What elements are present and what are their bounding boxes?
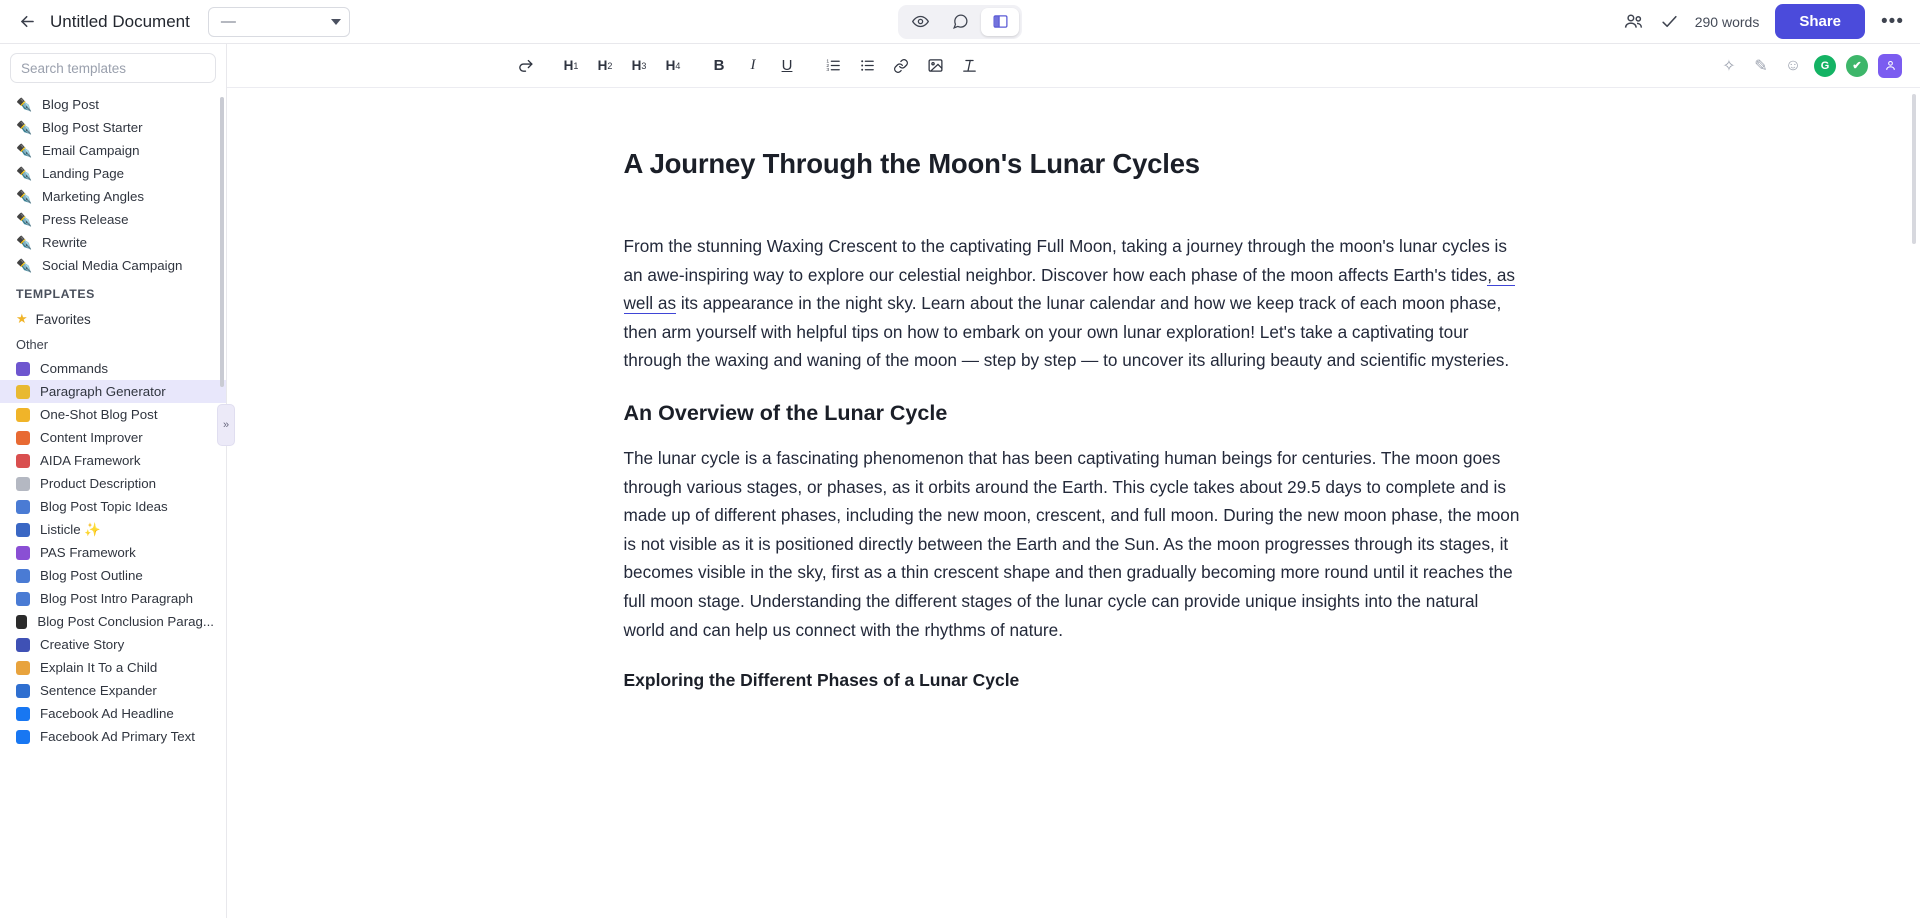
- smiley-icon[interactable]: ☺: [1784, 56, 1802, 74]
- sidebar-item-blog-post-conclusion-paragraph[interactable]: [0, 610, 226, 633]
- sidebar-item-label: Paragraph Generator: [40, 384, 166, 399]
- sidebar-item-aida-framework[interactable]: [0, 449, 226, 472]
- sidebar-scrollbar[interactable]: [220, 97, 224, 387]
- sidebar-item-listicle[interactable]: [0, 518, 226, 541]
- document-heading-2[interactable]: An Overview of the Lunar Cycle: [623, 400, 948, 425]
- bolt-icon: [16, 408, 30, 422]
- sidebar-item-label: Blog Post Outline: [40, 568, 143, 583]
- pen-icon: ✒️: [16, 258, 33, 273]
- svg-text:1: 1: [825, 59, 829, 65]
- sidebar-item-label: Blog Post Topic Ideas: [40, 499, 168, 514]
- sidebar-other-items: [0, 357, 226, 748]
- sidebar-item-blog-post[interactable]: [0, 93, 226, 116]
- heading-1-button[interactable]: H 1: [563, 58, 579, 73]
- sidebar-item-label: Product Description: [40, 476, 157, 491]
- sidebar-top-items: [0, 93, 226, 277]
- sidebar-item-facebook-ad-primary-text[interactable]: [0, 725, 226, 748]
- checker-icon: [16, 615, 27, 629]
- sidebar-item-label: Commands: [40, 361, 108, 376]
- sidebar: [0, 44, 230, 918]
- check-icon: [1660, 12, 1679, 31]
- document-type-value: —: [220, 13, 236, 30]
- shield-badge-icon[interactable]: ✔: [1846, 55, 1868, 77]
- heading-3-button[interactable]: H 3: [631, 58, 647, 73]
- sidebar-list: [0, 89, 226, 918]
- favorites-label: Favorites: [35, 311, 91, 327]
- expand-icon: [16, 684, 30, 698]
- sidebar-item-content-improver[interactable]: [0, 426, 226, 449]
- target-icon: [16, 454, 30, 468]
- bold-button[interactable]: B: [713, 57, 725, 74]
- grammarly-badge-icon[interactable]: G: [1814, 55, 1836, 77]
- document-scrollbar[interactable]: [1912, 94, 1916, 244]
- sidebar-item-label: Marketing Angles: [42, 189, 144, 204]
- sidebar-item-blog-post-topic-ideas[interactable]: [0, 495, 226, 518]
- book-icon: [16, 523, 30, 537]
- avatar[interactable]: [1878, 54, 1902, 78]
- sidebar-item-label: AIDA Framework: [40, 453, 141, 468]
- redo-icon-button[interactable]: [509, 51, 541, 81]
- sidebar-item-label: Sentence Expander: [40, 683, 157, 698]
- other-section-header: Other: [16, 337, 49, 352]
- sparkle-icon[interactable]: ✧: [1722, 57, 1736, 75]
- cards-icon: [16, 569, 30, 583]
- sidebar-item-press-release[interactable]: [0, 208, 226, 231]
- share-button[interactable]: Share: [1775, 4, 1865, 39]
- cards-icon: [16, 592, 30, 606]
- sidebar-item-one-shot-blog-post[interactable]: [0, 403, 226, 426]
- panel-split-icon-button[interactable]: [981, 8, 1019, 36]
- heading-4-button[interactable]: H 4: [665, 58, 681, 73]
- sidebar-item-landing-page[interactable]: [0, 162, 226, 185]
- heading-3-sub: 3: [641, 60, 647, 71]
- sidebar-item-label: Blog Post: [42, 97, 99, 112]
- document-heading-1[interactable]: A Journey Through the Moon's Lunar Cycles: [623, 148, 1200, 179]
- top-bar-right: [1623, 4, 1904, 39]
- image-icon-button[interactable]: [919, 51, 951, 81]
- people-icon[interactable]: [1623, 11, 1644, 32]
- sidebar-item-label: Email Campaign: [42, 143, 140, 158]
- grid-icon: [16, 546, 30, 560]
- pen-icon: ✒️: [16, 235, 33, 250]
- sidebar-item-label: Press Release: [42, 212, 129, 227]
- sidebar-item-commands[interactable]: [0, 357, 226, 380]
- svg-text:2: 2: [825, 63, 829, 69]
- bullet-list-button[interactable]: [851, 51, 883, 81]
- pen-icon: ✒️: [16, 120, 33, 135]
- link-icon-button[interactable]: [885, 51, 917, 81]
- sidebar-item-label: One-Shot Blog Post: [40, 407, 158, 422]
- sidebar-item-paragraph-generator[interactable]: [0, 380, 226, 403]
- facebook-icon: [16, 707, 30, 721]
- document-title[interactable]: Untitled Document: [50, 11, 190, 31]
- sidebar-item-product-description[interactable]: [0, 472, 226, 495]
- sidebar-item-label: Creative Story: [40, 637, 125, 652]
- eye-icon-button[interactable]: [901, 8, 939, 36]
- pen-icon: ✒️: [16, 166, 33, 181]
- sidebar-item-label: Rewrite: [42, 235, 88, 250]
- document-page[interactable]: [624, 88, 1524, 691]
- chat-bubble-icon-button[interactable]: [941, 8, 979, 36]
- sidebar-item-sentence-expander[interactable]: [0, 679, 226, 702]
- palette-icon: [16, 362, 30, 376]
- sidebar-item-email-campaign[interactable]: [0, 139, 226, 162]
- heading-2-button[interactable]: H 2: [597, 58, 613, 73]
- editor-toolbar: [227, 44, 1920, 88]
- heading-1-sub: 1: [573, 60, 579, 71]
- sidebar-item-label: Facebook Ad Headline: [40, 706, 174, 721]
- search-templates-wrap: [0, 44, 226, 89]
- italic-button[interactable]: I: [750, 57, 756, 73]
- sidebar-item-rewrite[interactable]: [0, 231, 226, 254]
- document-paragraph-1[interactable]: [624, 232, 1524, 375]
- view-mode-toggle-group: [898, 5, 1022, 39]
- pen-icon[interactable]: ✎: [1754, 57, 1768, 75]
- paragraph-1-pre: From the stunning Waxing Crescent to the captivating Full Moon, taking a journey through the moon's lunar cycles is an awe-inspiring way to explore our celestial neighbor. Discover how each phase of the moon affects Earth's tides: [623, 236, 1507, 285]
- paragraph-1-selected-phrase[interactable]: , as well as: [623, 264, 1515, 314]
- pen-icon: ✒️: [16, 189, 33, 204]
- ordered-list-button[interactable]: [817, 51, 849, 81]
- editor-pane: [227, 44, 1920, 918]
- document-type-select[interactable]: [208, 7, 350, 37]
- sidebar-item-label: Blog Post Intro Paragraph: [40, 591, 194, 606]
- sidebar-item-social-media-campaign[interactable]: [0, 254, 226, 277]
- star-icon: ★: [16, 311, 28, 326]
- sidebar-item-label: Listicle ✨: [40, 521, 101, 537]
- sidebar-item-explain-it-to-a-child[interactable]: [0, 656, 226, 679]
- cards-icon: [16, 500, 30, 514]
- sidebar-item-marketing-angles[interactable]: [0, 185, 226, 208]
- heading-4-sub: 4: [675, 60, 681, 71]
- note-icon: [16, 385, 30, 399]
- sidebar-item-label: PAS Framework: [40, 545, 136, 560]
- document-scroll-area[interactable]: [227, 88, 1920, 918]
- sidebar-item-label: Landing Page: [42, 166, 125, 181]
- underline-button[interactable]: U: [781, 57, 793, 74]
- paragraph-1-post: its appearance in the night sky. Learn about the lunar calendar and how we keep track of each moon phase, then arm yourself with helpful tips on how to embark on your own lunar exploration! Let's take a captivating tour through the waxing and waning of the moon — step by step — to uncover its alluring beauty and scientific mysteries.: [623, 293, 1510, 371]
- bell-icon: [16, 638, 30, 652]
- word-count: 290 words: [1694, 13, 1760, 30]
- wrench-icon: [16, 431, 30, 445]
- sidebar-item-label: Facebook Ad Primary Text: [40, 729, 195, 744]
- sidebar-item-creative-story[interactable]: [0, 633, 226, 656]
- svg-text:3: 3: [825, 68, 829, 74]
- search-input[interactable]: [10, 53, 216, 83]
- pen-icon: ✒️: [16, 212, 33, 227]
- sidebar-item-label: Social Media Campaign: [42, 258, 183, 273]
- sidebar-item-blog-post-outline[interactable]: [0, 564, 226, 587]
- speech-icon: [16, 477, 30, 491]
- toolbar-right: [1718, 54, 1902, 78]
- sidebar-item-facebook-ad-headline[interactable]: [0, 702, 226, 725]
- sidebar-item-blog-post-intro-paragraph[interactable]: [0, 587, 226, 610]
- heading-2-sub: 2: [607, 60, 613, 71]
- sidebar-item-label: Blog Post Starter: [42, 120, 143, 135]
- clear-formatting-button[interactable]: [953, 51, 985, 81]
- sidebar-item-pas-framework[interactable]: [0, 541, 226, 564]
- sidebar-item-label: Explain It To a Child: [40, 660, 158, 675]
- pen-icon: ✒️: [16, 97, 33, 112]
- sidebar-item-blog-post-starter[interactable]: [0, 116, 226, 139]
- chevron-down-icon: [331, 19, 341, 25]
- child-icon: [16, 661, 30, 675]
- more-options-icon[interactable]: •••: [1881, 11, 1904, 32]
- back-arrow-icon[interactable]: [14, 9, 40, 35]
- sidebar-item-favorites[interactable]: [0, 307, 226, 333]
- document-heading-3[interactable]: Exploring the Different Phases of a Lunar Cycle: [623, 670, 1020, 691]
- facebook-icon: [16, 730, 30, 744]
- templates-section-header: TEMPLATES: [16, 287, 95, 301]
- sidebar-collapse-handle[interactable]: »: [217, 404, 235, 446]
- top-bar: [0, 0, 1920, 44]
- sidebar-item-label: Blog Post Conclusion Parag...: [37, 614, 214, 629]
- sidebar-item-label: Content Improver: [40, 430, 143, 445]
- document-paragraph-2[interactable]: The lunar cycle is a fascinating phenomenon that has been captivating human beings for centuries. The moon goes through various stages, or phases, as it orbits around the Earth. This cycle takes about 29.5 days to complete and is made up of different phases, including the new moon, crescent, and full moon. During the new moon phase, the moon is not visible as it is positioned directly between the Earth and the Sun. As the moon progresses through its stages, it becomes visible in the sky, first as a thin crescent shape and then gradually becoming more round until it reaches the full moon stage. Understanding the different stages of the lunar cycle can provide unique insights into the natural world and can help us connect with the rhythms of nature.: [623, 447, 1520, 640]
- pen-icon: ✒️: [16, 143, 33, 158]
- app-body: [0, 44, 1920, 918]
